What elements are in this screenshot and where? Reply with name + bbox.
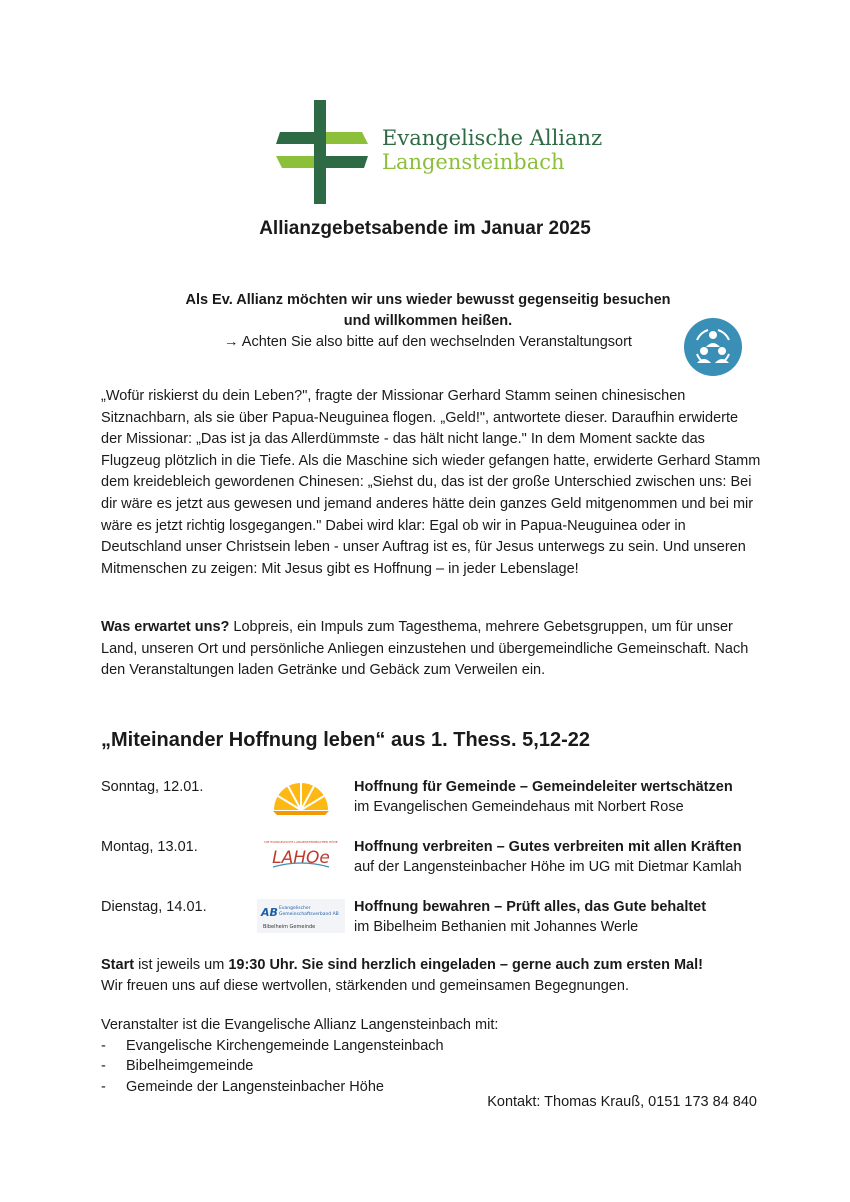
ab-line-1: Evangelischer	[279, 906, 311, 911]
intro-line-2: und willkommen heißen.	[343, 313, 513, 329]
event-title: Hoffnung bewahren – Prüft alles, das Gute behaltet	[354, 899, 707, 915]
organizer-item	[101, 1036, 761, 1057]
event-location: im Evangelischen Gemeindehaus mit Norbert Rose	[354, 799, 684, 815]
start-line-2: Wir freuen uns auf diese wertvollen, stärkenden und gemeinsamen Begegnungen.	[101, 978, 629, 994]
event-location: im Bibelheim Bethanien mit Johannes Werle	[354, 919, 639, 935]
event-row	[101, 897, 761, 943]
event-text	[354, 777, 733, 817]
list-dash: -	[101, 1078, 106, 1095]
organizer-intro: Veranstalter ist die Evangelische Allianz Langensteinbach mit:	[101, 1017, 499, 1033]
list-dash: -	[101, 1037, 106, 1054]
event-location: auf der Langensteinbacher Höhe im UG mit Dietmar Kamlah	[354, 859, 742, 875]
list-dash: -	[101, 1058, 106, 1074]
ab-line-2: Gemeinschaftsverband AB	[279, 912, 339, 917]
page-title: Allianzgebetsabende im Januar 2025	[259, 218, 591, 239]
cross-logo-icon	[276, 100, 368, 204]
lahoe-small-text: DIE EVANGELISCHE LANGENSTEINBACHER HÖHE	[264, 840, 338, 844]
organizer-list	[101, 1036, 761, 1098]
intro-text	[150, 290, 706, 353]
event-row	[101, 837, 761, 883]
event-date: Sonntag, 12.01.	[101, 779, 204, 795]
intro-line-3: → Achten Sie also bitte auf den wechselnden Veranstaltungsort	[224, 334, 632, 350]
story-paragraph: „Wofür riskierst du dein Leben?", fragte der Missionar Gerhard Stamm seinen chinesischen Sitznachbarn, als sie über Papua-Neuguinea flogen. „Geld!", antwortete dieser. Daraufhin erwiderte der Missionar: „Das ist ja das Allerdümmste - das hält nicht lange." In dem Moment sackte das Flugzeug plötzlich in die Tiefe. Als die Maschine sich wieder gefangen hatte, erwiderte Gerhard Stamm dem kreidebleich gewordenen Chinesen: „Siehst du, das ist der große Unterschied zwischen uns: Bei dir wäre es jetzt aus gewesen und jemand anderes hätte dein ganzes Geld mitgenommen und bei mir wäre es jetzt richtig losgegangen." Dabei wird klar: Egal ob wir in Papua-Neuguinea oder in Deutschland unser Christsein leben - unser Auftrag ist es, für Jesus unterwegs zu sein. Und unseren Mitmenschen zu zeigen: Mit Jesus gibt es Hoffnung – in jeder Lebenslage!	[101, 388, 761, 577]
logo-text	[382, 126, 602, 174]
community-people-icon	[684, 318, 742, 376]
expect-label: Was erwartet uns?	[101, 619, 230, 635]
organizer-item-text: Gemeinde der Langensteinbacher Höhe	[126, 1078, 384, 1095]
organizer-item-text: Bibelheimgemeinde	[126, 1058, 254, 1074]
ab-line-3: Bibelheim Gemeinde	[263, 924, 316, 930]
ab-gemeinschaftsverband-logo-icon	[255, 897, 347, 937]
event-text	[354, 837, 742, 877]
event-text	[354, 897, 706, 937]
intro-line-1: Als Ev. Allianz möchten wir uns wieder bewusst gegenseitig besuchen	[185, 292, 671, 308]
expect-paragraph	[101, 617, 761, 682]
organizer-section	[101, 1015, 761, 1097]
organizer-item-text: Evangelische Kirchengemeinde Langensteinbach	[126, 1037, 444, 1054]
ab-text: AB	[261, 906, 278, 919]
event-row	[101, 777, 761, 823]
expect-text: Lobpreis, ein Impuls zum Tagesthema, mehrere Gebetsgruppen, um für unser Land, unseren Ort und persönliche Anliegen einzustehen und übergemeindliche Gemeinschaft. Nach den Veranstaltungen laden Getränke und Gebäck zum Verweilen ein.	[101, 619, 749, 679]
start-text: ist jeweils um	[134, 957, 229, 973]
start-time: 19:30 Uhr. Sie sind herzlich eingeladen – gerne auch zum ersten Mal!	[228, 957, 703, 973]
logo-line-1: Evangelische Allianz	[382, 126, 603, 150]
contact-info: Kontakt: Thomas Krauß, 0151 173 84 840	[487, 1094, 757, 1110]
start-label: Start	[101, 957, 135, 973]
event-title: Hoffnung verbreiten – Gutes verbreiten mit allen Kräften	[354, 839, 742, 855]
sunrise-church-logo-icon	[255, 777, 347, 817]
event-date: Montag, 13.01.	[101, 839, 198, 855]
alliance-logo	[276, 100, 603, 204]
event-title: Hoffnung für Gemeinde – Gemeindeleiter wertschätzen	[354, 779, 733, 795]
start-info	[101, 955, 781, 997]
organizer-item	[101, 1056, 761, 1077]
section-title: „Miteinander Hoffnung leben“ aus 1. Thess. 5,12-22	[101, 729, 590, 751]
start-line-1	[101, 955, 781, 976]
logo-line-2: Langensteinbach	[382, 150, 565, 174]
event-date: Dienstag, 14.01.	[101, 899, 207, 915]
lahoe-logo-icon	[255, 837, 347, 877]
lahoe-text: LAHOe	[272, 848, 330, 868]
